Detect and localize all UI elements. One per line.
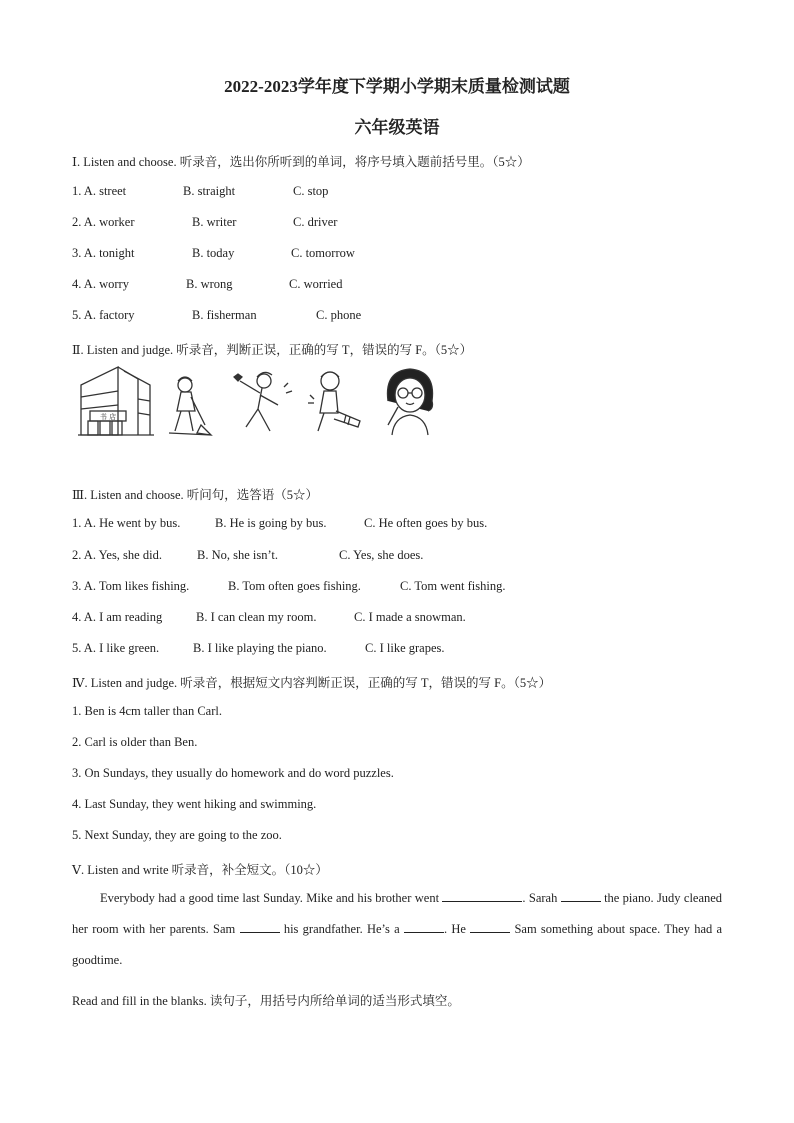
passage-text-6: . He [443, 922, 466, 936]
s3-q4-c: C. I made a snowman. [354, 610, 466, 624]
blank-5[interactable] [470, 920, 510, 933]
s3-q3-a: 3. A. Tom likes fishing. [72, 579, 190, 593]
s1-q1-b: B. straight [183, 184, 236, 198]
s3-q2-c: C. Yes, she does. [339, 548, 424, 562]
s3-q3-b: B. Tom often goes fishing. [228, 579, 361, 593]
s1-q1-c: C. stop [293, 184, 329, 198]
boy-hurt-leg-picture [306, 365, 372, 437]
section1-heading: Ⅰ. Listen and choose. 听录音，选出你所听到的单词，将序号填入题前括号里。（5☆） [72, 155, 530, 169]
bookstore-picture [78, 365, 154, 437]
s3-q4-a: 4. A. I am reading [72, 610, 163, 624]
s4-item-4: 4. Last Sunday, they went hiking and swimming. [72, 797, 317, 811]
s4-item-5: 5. Next Sunday, they are going to the zoo. [72, 828, 282, 842]
passage-text-2: . Sarah [522, 891, 558, 905]
s3-q5-c: C. I like grapes. [365, 641, 445, 655]
s1-q3-a: 3. A. tonight [72, 246, 135, 260]
section5-passage [72, 883, 722, 976]
passage-text-4: Judy cleaned her room with her parents. Sam [72, 891, 723, 936]
blank-4[interactable] [404, 920, 444, 933]
s3-q2-b: B. No, she isn’t. [197, 548, 279, 562]
page-subtitle: 六年级英语 [354, 118, 440, 137]
s1-q2-c: C. driver [293, 215, 338, 229]
s1-q5-a: 5. A. factory [72, 308, 135, 322]
s1-q5-b: B. fisherman [192, 308, 257, 322]
section3-heading: Ⅲ. Listen and choose. 听问句，选答语（5☆） [72, 488, 319, 502]
s1-q1-a: 1. A. street [72, 184, 127, 198]
passage-text-1: Everybody had a good time last Sunday. Mike and his brother went [100, 891, 440, 905]
s1-q4-c: C. worried [289, 277, 343, 291]
blank-2[interactable] [561, 889, 601, 902]
s4-item-3: 3. On Sundays, they usually do homework and do word puzzles. [72, 766, 394, 780]
s1-q4-a: 4. A. worry [72, 277, 129, 291]
page-title: 2022-2023学年度下学期小学期末质量检测试题 [224, 77, 570, 96]
picture-strip [78, 365, 448, 440]
s1-q2-b: B. writer [192, 215, 237, 229]
s3-q4-b: B. I can clean my room. [196, 610, 317, 624]
s4-item-1: 1. Ben is 4cm taller than Carl. [72, 704, 222, 718]
passage-text-7: Sam something [514, 922, 594, 936]
passage-text-5: his grandfather. He’s a [283, 922, 400, 936]
s1-q3-b: B. today [192, 246, 235, 260]
s1-q5-c: C. phone [316, 308, 362, 322]
bookstore-sign: 书 店 [99, 413, 117, 421]
s3-q5-b: B. I like playing the piano. [193, 641, 327, 655]
s3-q1-a: 1. A. He went by bus. [72, 516, 181, 530]
passage-text-8: about space. They had a goodtime. [72, 922, 723, 967]
s3-q2-a: 2. A. Yes, she did. [72, 548, 162, 562]
s3-q1-b: B. He is going by bus. [215, 516, 327, 530]
section6-heading: Read and fill in the blanks. 读句子，用括号内所给单词的适当形式填空。 [72, 994, 460, 1008]
boy-sweeping-picture [163, 365, 213, 437]
section2-heading: Ⅱ. Listen and judge. 听录音，判断正误，正确的写 T，错误的写 F。（5☆） [72, 343, 473, 357]
s3-q5-a: 5. A. I like green. [72, 641, 160, 655]
s1-q4-b: B. wrong [186, 277, 233, 291]
section4-heading: Ⅳ. Listen and judge. 听录音，根据短文内容判断正误，正确的写 T，错误的写 F。（5☆） [72, 676, 552, 690]
s4-item-2: 2. Carl is older than Ben. [72, 735, 198, 749]
blank-1[interactable] [442, 889, 522, 902]
section5-heading: Ⅴ. Listen and write 听录音，补全短文。（10☆） [72, 863, 328, 877]
blank-3[interactable] [240, 920, 280, 933]
passage-text-3: the piano. [604, 891, 654, 905]
s1-q3-c: C. tomorrow [291, 246, 355, 260]
s1-q2-a: 2. A. worker [72, 215, 135, 229]
girl-dancing-picture [226, 365, 298, 437]
s3-q1-c: C. He often goes by bus. [364, 516, 488, 530]
girl-glasses-picture [378, 365, 444, 437]
s3-q3-c: C. Tom went fishing. [400, 579, 506, 593]
